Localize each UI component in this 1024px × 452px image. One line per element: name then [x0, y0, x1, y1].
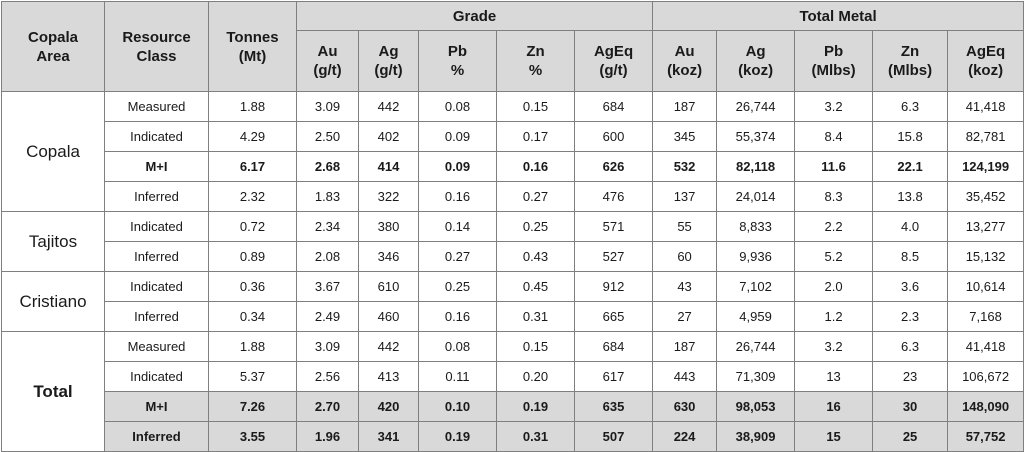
- header-metal-ageq: AgEq (koz): [948, 31, 1024, 92]
- au-koz-cell: 345: [653, 122, 717, 152]
- zn-mlbs-cell: 6.3: [873, 332, 948, 362]
- header-copala-area: Copala Area: [2, 2, 105, 92]
- au-koz-cell: 224: [653, 422, 717, 452]
- area-cell: Total: [2, 332, 105, 452]
- ageq-cell: 600: [575, 122, 653, 152]
- tonnes-cell: 6.17: [209, 152, 297, 182]
- tonnes-cell: 1.88: [209, 332, 297, 362]
- table-row: [2, 212, 1024, 242]
- header-grade-pb: Pb %: [419, 31, 497, 92]
- resource-class-cell: Inferred: [105, 242, 209, 272]
- ageq-koz-cell: 148,090: [948, 392, 1024, 422]
- zn-cell: 0.20: [497, 362, 575, 392]
- ag-koz-cell: 7,102: [717, 272, 795, 302]
- pb-cell: 0.09: [419, 122, 497, 152]
- zn-cell: 0.45: [497, 272, 575, 302]
- ageq-koz-cell: 41,418: [948, 332, 1024, 362]
- au-cell: 2.34: [297, 212, 359, 242]
- area-cell: Cristiano: [2, 272, 105, 332]
- au-koz-cell: 630: [653, 392, 717, 422]
- table-body: [2, 92, 1024, 452]
- resource-class-cell: Indicated: [105, 272, 209, 302]
- zn-mlbs-cell: 13.8: [873, 182, 948, 212]
- ag-cell: 341: [359, 422, 419, 452]
- zn-cell: 0.19: [497, 392, 575, 422]
- table-row: [2, 392, 1024, 422]
- pb-mlbs-cell: 8.3: [795, 182, 873, 212]
- header-metal-ag: Ag (koz): [717, 31, 795, 92]
- au-cell: 3.09: [297, 332, 359, 362]
- pb-mlbs-cell: 13: [795, 362, 873, 392]
- au-koz-cell: 60: [653, 242, 717, 272]
- pb-mlbs-cell: 2.2: [795, 212, 873, 242]
- zn-mlbs-cell: 2.3: [873, 302, 948, 332]
- ag-koz-cell: 8,833: [717, 212, 795, 242]
- ageq-koz-cell: 15,132: [948, 242, 1024, 272]
- header-total-metal-group: Total Metal: [653, 2, 1024, 31]
- table-row: [2, 182, 1024, 212]
- ageq-cell: 684: [575, 92, 653, 122]
- table-row: [2, 362, 1024, 392]
- ageq-koz-cell: 82,781: [948, 122, 1024, 152]
- tonnes-cell: 0.36: [209, 272, 297, 302]
- header-resource-class: Resource Class: [105, 2, 209, 92]
- resource-class-cell: Measured: [105, 332, 209, 362]
- ageq-cell: 476: [575, 182, 653, 212]
- table-row: [2, 242, 1024, 272]
- zn-cell: 0.43: [497, 242, 575, 272]
- tonnes-cell: 7.26: [209, 392, 297, 422]
- table-row: [2, 332, 1024, 362]
- ag-koz-cell: 9,936: [717, 242, 795, 272]
- pb-cell: 0.08: [419, 92, 497, 122]
- resource-class-cell: M+I: [105, 152, 209, 182]
- pb-mlbs-cell: 2.0: [795, 272, 873, 302]
- header-grade-group: Grade: [297, 2, 653, 31]
- tonnes-cell: 1.88: [209, 92, 297, 122]
- zn-mlbs-cell: 3.6: [873, 272, 948, 302]
- header-tonnes: Tonnes (Mt): [209, 2, 297, 92]
- tonnes-cell: 5.37: [209, 362, 297, 392]
- header-metal-au: Au (koz): [653, 31, 717, 92]
- ag-koz-cell: 71,309: [717, 362, 795, 392]
- ag-cell: 442: [359, 92, 419, 122]
- zn-mlbs-cell: 22.1: [873, 152, 948, 182]
- au-koz-cell: 27: [653, 302, 717, 332]
- ageq-cell: 684: [575, 332, 653, 362]
- pb-mlbs-cell: 15: [795, 422, 873, 452]
- header-grade-au: Au (g/t): [297, 31, 359, 92]
- ageq-cell: 571: [575, 212, 653, 242]
- ageq-koz-cell: 106,672: [948, 362, 1024, 392]
- au-koz-cell: 137: [653, 182, 717, 212]
- ag-koz-cell: 38,909: [717, 422, 795, 452]
- ag-cell: 460: [359, 302, 419, 332]
- au-cell: 2.08: [297, 242, 359, 272]
- ag-koz-cell: 82,118: [717, 152, 795, 182]
- ageq-cell: 626: [575, 152, 653, 182]
- ag-koz-cell: 26,744: [717, 332, 795, 362]
- ag-cell: 414: [359, 152, 419, 182]
- ageq-cell: 507: [575, 422, 653, 452]
- ageq-cell: 635: [575, 392, 653, 422]
- zn-mlbs-cell: 23: [873, 362, 948, 392]
- resource-class-cell: Indicated: [105, 362, 209, 392]
- zn-cell: 0.15: [497, 332, 575, 362]
- zn-mlbs-cell: 6.3: [873, 92, 948, 122]
- tonnes-cell: 0.34: [209, 302, 297, 332]
- ag-koz-cell: 55,374: [717, 122, 795, 152]
- resource-class-cell: Inferred: [105, 302, 209, 332]
- header-metal-zn: Zn (Mlbs): [873, 31, 948, 92]
- tonnes-cell: 4.29: [209, 122, 297, 152]
- zn-mlbs-cell: 8.5: [873, 242, 948, 272]
- pb-cell: 0.14: [419, 212, 497, 242]
- zn-mlbs-cell: 30: [873, 392, 948, 422]
- resource-class-cell: Indicated: [105, 212, 209, 242]
- au-cell: 2.49: [297, 302, 359, 332]
- au-cell: 1.83: [297, 182, 359, 212]
- ag-koz-cell: 98,053: [717, 392, 795, 422]
- au-cell: 2.70: [297, 392, 359, 422]
- zn-cell: 0.27: [497, 182, 575, 212]
- pb-mlbs-cell: 3.2: [795, 92, 873, 122]
- pb-mlbs-cell: 16: [795, 392, 873, 422]
- pb-cell: 0.27: [419, 242, 497, 272]
- au-cell: 2.50: [297, 122, 359, 152]
- pb-mlbs-cell: 8.4: [795, 122, 873, 152]
- resource-class-cell: Inferred: [105, 182, 209, 212]
- area-cell: Tajitos: [2, 212, 105, 272]
- ag-cell: 442: [359, 332, 419, 362]
- resource-estimate-table: [1, 1, 1024, 452]
- zn-cell: 0.31: [497, 302, 575, 332]
- pb-cell: 0.16: [419, 182, 497, 212]
- pb-cell: 0.16: [419, 302, 497, 332]
- ag-cell: 420: [359, 392, 419, 422]
- ageq-cell: 617: [575, 362, 653, 392]
- au-cell: 2.68: [297, 152, 359, 182]
- ag-cell: 610: [359, 272, 419, 302]
- table-header: [2, 2, 1024, 92]
- au-cell: 3.67: [297, 272, 359, 302]
- ageq-koz-cell: 35,452: [948, 182, 1024, 212]
- tonnes-cell: 2.32: [209, 182, 297, 212]
- zn-cell: 0.31: [497, 422, 575, 452]
- header-grade-ageq: AgEq (g/t): [575, 31, 653, 92]
- zn-cell: 0.25: [497, 212, 575, 242]
- ageq-koz-cell: 41,418: [948, 92, 1024, 122]
- zn-mlbs-cell: 15.8: [873, 122, 948, 152]
- resource-class-cell: Indicated: [105, 122, 209, 152]
- au-koz-cell: 55: [653, 212, 717, 242]
- header-grade-ag: Ag (g/t): [359, 31, 419, 92]
- ageq-koz-cell: 10,614: [948, 272, 1024, 302]
- resource-class-cell: Inferred: [105, 422, 209, 452]
- au-koz-cell: 443: [653, 362, 717, 392]
- zn-cell: 0.17: [497, 122, 575, 152]
- tonnes-cell: 0.72: [209, 212, 297, 242]
- au-cell: 1.96: [297, 422, 359, 452]
- zn-cell: 0.15: [497, 92, 575, 122]
- ageq-koz-cell: 13,277: [948, 212, 1024, 242]
- ag-cell: 413: [359, 362, 419, 392]
- ageq-cell: 527: [575, 242, 653, 272]
- ageq-koz-cell: 7,168: [948, 302, 1024, 332]
- pb-mlbs-cell: 3.2: [795, 332, 873, 362]
- pb-cell: 0.25: [419, 272, 497, 302]
- ag-koz-cell: 26,744: [717, 92, 795, 122]
- au-cell: 2.56: [297, 362, 359, 392]
- resource-class-cell: M+I: [105, 392, 209, 422]
- tonnes-cell: 0.89: [209, 242, 297, 272]
- resource-class-cell: Measured: [105, 92, 209, 122]
- au-koz-cell: 187: [653, 92, 717, 122]
- ag-cell: 380: [359, 212, 419, 242]
- pb-cell: 0.10: [419, 392, 497, 422]
- ageq-cell: 665: [575, 302, 653, 332]
- ageq-koz-cell: 124,199: [948, 152, 1024, 182]
- zn-mlbs-cell: 25: [873, 422, 948, 452]
- table-row: [2, 422, 1024, 452]
- ag-cell: 322: [359, 182, 419, 212]
- pb-mlbs-cell: 5.2: [795, 242, 873, 272]
- ag-koz-cell: 4,959: [717, 302, 795, 332]
- ageq-cell: 912: [575, 272, 653, 302]
- pb-cell: 0.11: [419, 362, 497, 392]
- pb-mlbs-cell: 11.6: [795, 152, 873, 182]
- tonnes-cell: 3.55: [209, 422, 297, 452]
- pb-cell: 0.08: [419, 332, 497, 362]
- table-row: [2, 92, 1024, 122]
- zn-cell: 0.16: [497, 152, 575, 182]
- pb-cell: 0.09: [419, 152, 497, 182]
- header-metal-pb: Pb (Mlbs): [795, 31, 873, 92]
- au-koz-cell: 43: [653, 272, 717, 302]
- area-cell: Copala: [2, 92, 105, 212]
- table-row: [2, 122, 1024, 152]
- au-koz-cell: 187: [653, 332, 717, 362]
- ag-koz-cell: 24,014: [717, 182, 795, 212]
- ageq-koz-cell: 57,752: [948, 422, 1024, 452]
- pb-mlbs-cell: 1.2: [795, 302, 873, 332]
- ag-cell: 402: [359, 122, 419, 152]
- au-cell: 3.09: [297, 92, 359, 122]
- zn-mlbs-cell: 4.0: [873, 212, 948, 242]
- table-row: [2, 152, 1024, 182]
- au-koz-cell: 532: [653, 152, 717, 182]
- table-row: [2, 272, 1024, 302]
- table-row: [2, 302, 1024, 332]
- header-grade-zn: Zn %: [497, 31, 575, 92]
- ag-cell: 346: [359, 242, 419, 272]
- pb-cell: 0.19: [419, 422, 497, 452]
